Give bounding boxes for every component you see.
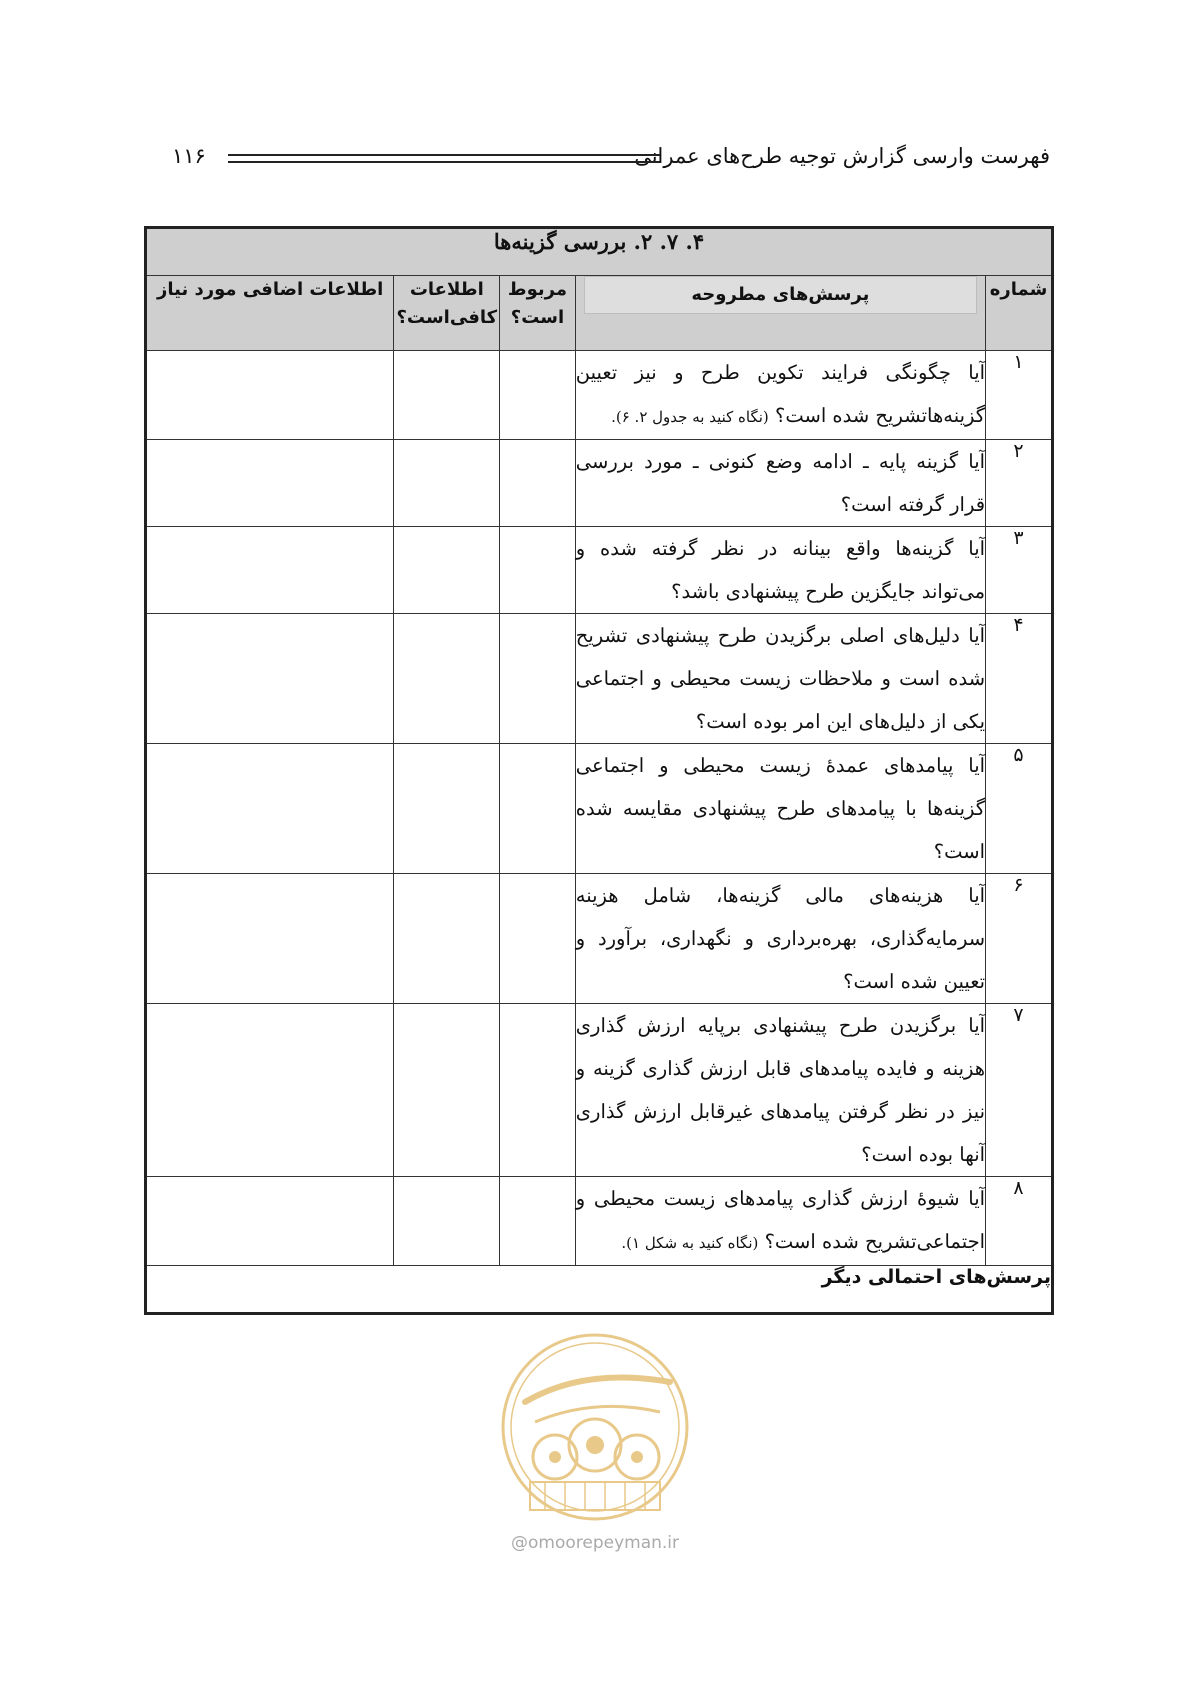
running-title: فهرست وارسی گزارش توجیه طرح‌های عمرانی <box>634 144 1050 168</box>
checklist-table <box>144 226 1054 1315</box>
row-number: ۵ <box>986 744 1053 874</box>
question-text: آیا چگونگی فرایند تکوین طرح و نیز تعیین گزینه‌هاتشریح شده است؟ <box>575 361 986 427</box>
row-number: ۱ <box>986 351 1053 440</box>
page-number: ۱۱۶ <box>172 144 206 168</box>
table-row <box>146 744 1053 874</box>
cell-sufficient[interactable] <box>394 744 500 874</box>
header-rule <box>228 154 660 163</box>
row-number: ۴ <box>986 614 1053 744</box>
cell-relevant[interactable] <box>500 527 576 614</box>
cell-sufficient[interactable] <box>394 1177 500 1266</box>
row-number: ۲ <box>986 440 1053 527</box>
question-text: آیا پیامدهای عمدهٔ زیست محیطی و اجتماعی گزینه‌ها با پیامدهای طرح پیشنهادی مقایسه شده است؟ <box>575 754 986 863</box>
col-header-question <box>575 276 985 351</box>
watermark-url: @omoorepeyman.ir <box>510 1533 680 1553</box>
table-row <box>146 1004 1053 1177</box>
question-text: آیا گزینه پایه ـ ادامه وضع کنونی ـ مورد بررسی قرار گرفته است؟ <box>575 450 986 516</box>
table-row <box>146 614 1053 744</box>
cell-additional-info[interactable] <box>146 1177 394 1266</box>
col-header-sufficient: اطلاعات کافی‌است؟ <box>394 276 500 351</box>
cell-relevant[interactable] <box>500 744 576 874</box>
cell-sufficient[interactable] <box>394 874 500 1004</box>
table-row <box>146 527 1053 614</box>
row-question <box>575 744 985 874</box>
question-text: آیا دلیل‌های اصلی برگزیدن طرح پیشنهادی تشریح شده است و ملاحظات زیست محیطی و اجتماعی یکی از دلیل‌های این امر بوده است؟ <box>575 624 986 733</box>
table-row <box>146 1177 1053 1266</box>
column-header-row <box>146 276 1053 351</box>
cell-sufficient[interactable] <box>394 440 500 527</box>
question-note: (نگاه کنید به شکل ۱). <box>621 1234 759 1252</box>
col-header-question-label: پرسش‌های مطروحه <box>584 276 977 314</box>
cell-sufficient[interactable] <box>394 527 500 614</box>
col-header-relevant: مربوط است؟ <box>500 276 576 351</box>
other-questions-row: پرسش‌های احتمالی دیگر <box>146 1266 1053 1314</box>
table-row <box>146 351 1053 440</box>
row-question <box>575 1004 985 1177</box>
cell-additional-info[interactable] <box>146 527 394 614</box>
cell-additional-info[interactable] <box>146 614 394 744</box>
cell-relevant[interactable] <box>500 614 576 744</box>
row-question <box>575 351 985 440</box>
row-number: ۸ <box>986 1177 1053 1266</box>
cell-additional-info[interactable] <box>146 874 394 1004</box>
row-question <box>575 614 985 744</box>
cell-relevant[interactable] <box>500 874 576 1004</box>
row-number: ۳ <box>986 527 1053 614</box>
row-number: ۶ <box>986 874 1053 1004</box>
cell-additional-info[interactable] <box>146 351 394 440</box>
section-title: ۴. ۷. ۲. بررسی گزینه‌ها <box>146 228 1053 276</box>
cell-sufficient[interactable] <box>394 614 500 744</box>
row-question <box>575 440 985 527</box>
cell-sufficient[interactable] <box>394 351 500 440</box>
row-question <box>575 1177 985 1266</box>
col-header-number: شماره <box>986 276 1053 351</box>
page-header <box>170 140 1050 180</box>
question-note: (نگاه کنید به جدول ۲. ۶). <box>611 408 769 426</box>
table-row <box>146 440 1053 527</box>
row-question <box>575 527 985 614</box>
cell-additional-info[interactable] <box>146 744 394 874</box>
cell-relevant[interactable] <box>500 1004 576 1177</box>
row-question <box>575 874 985 1004</box>
cell-sufficient[interactable] <box>394 1004 500 1177</box>
question-text: آیا شیوهٔ ارزش گذاری پیامدهای زیست محیطی و اجتماعی‌تشریح شده است؟ <box>575 1187 986 1253</box>
cell-relevant[interactable] <box>500 440 576 527</box>
table-row <box>146 874 1053 1004</box>
watermark-logo <box>495 1327 695 1553</box>
col-header-additional: اطلاعات اضافی مورد نیاز <box>146 276 394 351</box>
logo-emblem <box>495 1327 695 1527</box>
cell-relevant[interactable] <box>500 351 576 440</box>
question-text: آیا گزینه‌ها واقع بینانه در نظر گرفته شده و می‌تواند جایگزین طرح پیشنهادی باشد؟ <box>575 537 986 603</box>
cell-additional-info[interactable] <box>146 1004 394 1177</box>
question-text: آیا هزینه‌های مالی گزینه‌ها، شامل هزینه سرمایه‌گذاری، بهره‌برداری و نگهداری، برآورد و تعیین شده است؟ <box>575 884 986 993</box>
cell-additional-info[interactable] <box>146 440 394 527</box>
cell-relevant[interactable] <box>500 1177 576 1266</box>
row-number: ۷ <box>986 1004 1053 1177</box>
question-text: آیا برگزیدن طرح پیشنهادی برپایه ارزش گذاری هزینه و فایده پیامدهای قابل ارزش گذاری گزینه و نیز در نظر گرفتن پیامدهای غیرقابل ارزش گذاری آنها بوده است؟ <box>575 1014 986 1166</box>
